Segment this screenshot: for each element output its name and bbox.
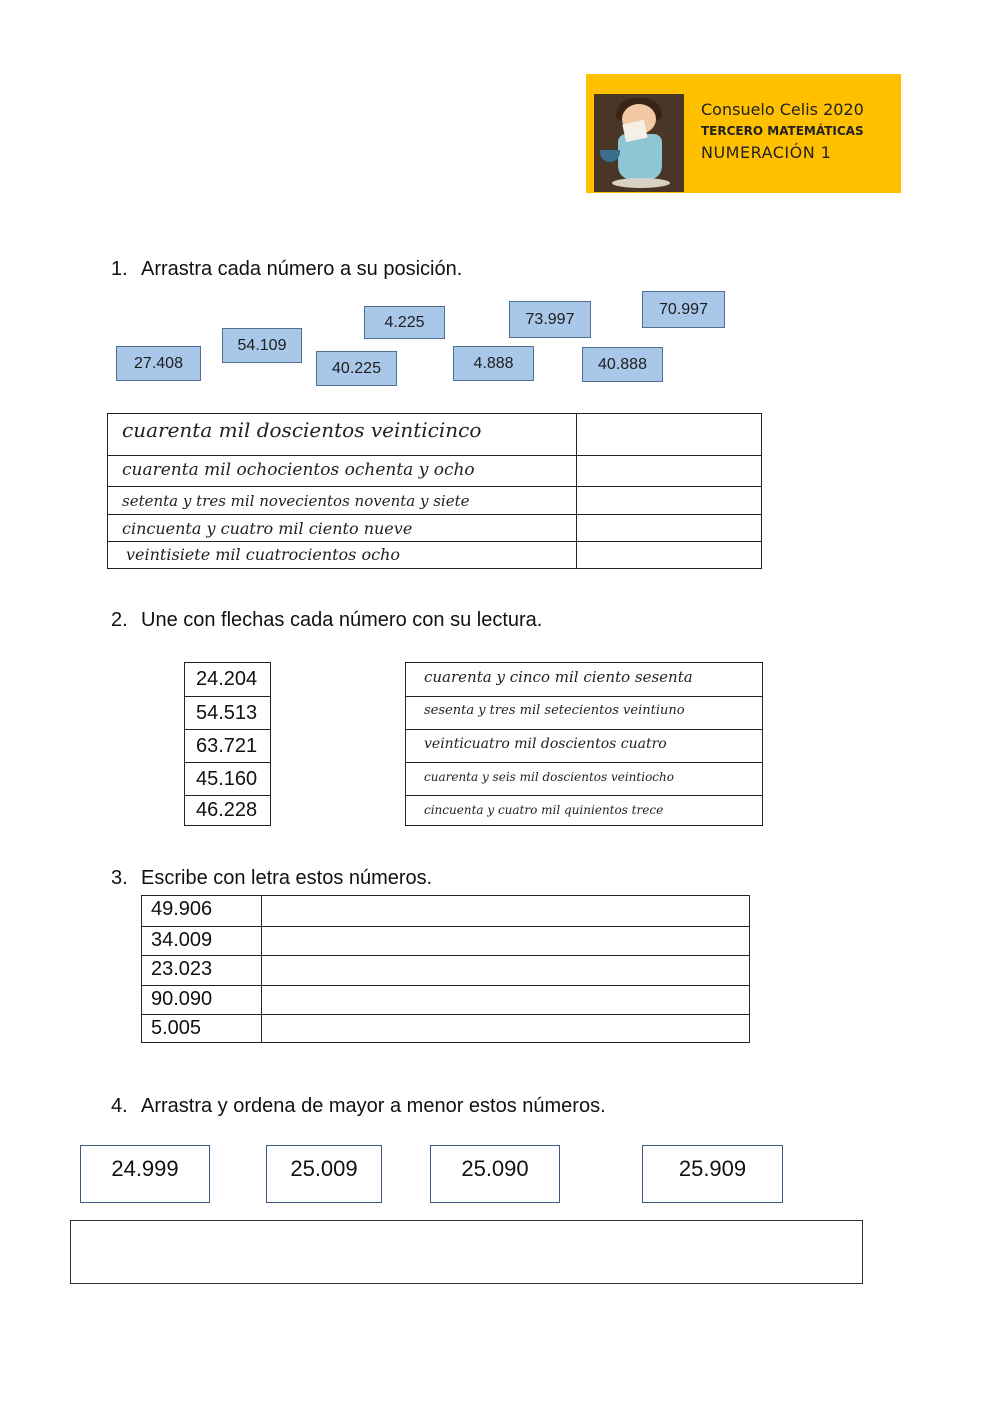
drag-chip[interactable]: 40.888 xyxy=(582,347,663,382)
table-row xyxy=(142,955,749,986)
drag-chip[interactable]: 70.997 xyxy=(642,291,725,328)
question-4-number: 4. xyxy=(111,1095,128,1117)
cursive-reading: cincuenta y cuatro mil ciento nueve xyxy=(122,519,413,538)
table-row xyxy=(142,926,749,956)
list-item[interactable]: 63.721 xyxy=(185,729,270,762)
column-divider xyxy=(576,414,577,568)
header-card xyxy=(586,74,901,193)
topic-line: NUMERACIÓN 1 xyxy=(701,143,832,162)
table-row xyxy=(108,486,761,515)
question-3-title xyxy=(111,867,432,890)
cursive-reading: cuarenta mil ochocientos ochenta y ocho xyxy=(122,460,475,480)
table-row xyxy=(108,514,761,542)
cursive-reading: setenta y tres mil novecientos noventa y siete xyxy=(122,492,470,510)
column-divider xyxy=(261,896,262,1042)
list-item[interactable] xyxy=(406,663,762,696)
list-item[interactable] xyxy=(406,696,762,730)
drag-chip[interactable]: 4.225 xyxy=(364,306,445,339)
author-line: Consuelo Celis 2020 xyxy=(701,100,864,119)
table-row xyxy=(108,541,761,569)
number-cell: 5.005 xyxy=(151,1017,202,1039)
write-table xyxy=(141,895,750,1043)
drag-chip[interactable]: 27.408 xyxy=(116,346,201,381)
list-item[interactable] xyxy=(406,729,762,763)
order-number-box[interactable]: 25.090 xyxy=(430,1145,560,1203)
question-1-text: Arrastra cada número a su posición. xyxy=(141,258,463,280)
number-cell: 34.009 xyxy=(151,929,213,951)
list-item[interactable]: 54.513 xyxy=(185,696,270,729)
table-row xyxy=(142,896,749,926)
order-number-box[interactable]: 25.909 xyxy=(642,1145,783,1203)
table-row xyxy=(142,985,749,1015)
cursive-reading: veinticuatro mil doscientos cuatro xyxy=(424,736,667,752)
doll-dress xyxy=(618,134,662,180)
readings-column xyxy=(405,662,763,826)
cursive-reading: cuarenta y cinco mil ciento sesenta xyxy=(424,668,693,686)
list-item[interactable]: 46.228 xyxy=(185,795,270,825)
list-item[interactable] xyxy=(406,762,762,796)
cursive-reading: veintisiete mil cuatrocientos ocho xyxy=(126,545,401,564)
drag-chip[interactable]: 4.888 xyxy=(453,346,534,381)
drag-chip[interactable]: 40.225 xyxy=(316,351,397,386)
cursive-reading: cincuenta y cuatro mil quinientos trece xyxy=(424,803,664,817)
doll-base xyxy=(612,178,670,188)
question-4-text: Arrastra y ordena de mayor a menor estos números. xyxy=(141,1095,606,1117)
numbers-column xyxy=(184,662,271,826)
question-2-number: 2. xyxy=(111,609,128,631)
drag-chip[interactable]: 54.109 xyxy=(222,328,302,363)
order-number-box[interactable]: 25.009 xyxy=(266,1145,382,1203)
cursive-reading: cuarenta mil doscientos veinticinco xyxy=(122,418,482,442)
reading-table xyxy=(107,413,762,569)
question-1-title xyxy=(111,258,462,281)
table-row xyxy=(108,414,761,455)
question-2-title xyxy=(111,609,542,632)
question-3-text: Escribe con letra estos números. xyxy=(141,867,433,889)
question-2-text: Une con flechas cada número con su lectura. xyxy=(141,609,543,631)
list-item[interactable]: 24.204 xyxy=(196,668,258,690)
number-cell: 23.023 xyxy=(151,958,213,980)
table-row xyxy=(142,1014,749,1043)
number-cell: 49.906 xyxy=(151,898,213,920)
doll-photo xyxy=(594,94,684,192)
list-item[interactable]: 45.160 xyxy=(185,762,270,795)
table-row xyxy=(108,455,761,487)
question-1-number: 1. xyxy=(111,258,128,280)
order-drop-zone[interactable] xyxy=(70,1220,863,1284)
question-4-title xyxy=(111,1095,606,1118)
course-line: TERCERO MATEMÁTICAS xyxy=(701,124,864,138)
number-cell: 90.090 xyxy=(151,988,213,1010)
list-item[interactable] xyxy=(406,795,762,826)
cursive-reading: sesenta y tres mil setecientos veintiuno xyxy=(424,703,685,718)
cursive-reading: cuarenta y seis mil doscientos veintiocho xyxy=(424,770,674,784)
question-3-number: 3. xyxy=(111,867,128,889)
order-number-box[interactable]: 24.999 xyxy=(80,1145,210,1203)
doll-bowl xyxy=(600,150,620,162)
drag-chip[interactable]: 73.997 xyxy=(509,301,591,338)
